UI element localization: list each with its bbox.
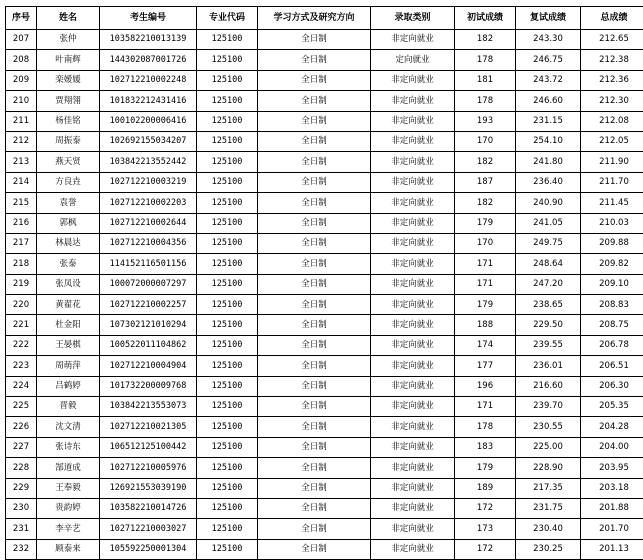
cell-admission-category: 非定向就业	[371, 335, 455, 355]
cell-index: 227	[6, 437, 37, 457]
cell-total-score: 201.70	[581, 519, 643, 539]
table-row	[6, 498, 643, 518]
cell-index: 222	[6, 335, 37, 355]
column-header-total-score: 总成绩	[581, 7, 643, 30]
cell-name: 沈文清	[37, 417, 100, 437]
cell-written-score: 177	[455, 356, 516, 376]
table-row	[6, 172, 643, 192]
cell-major-code: 125100	[197, 539, 258, 559]
cell-written-score: 193	[455, 111, 516, 131]
cell-written-score: 179	[455, 213, 516, 233]
cell-total-score: 212.30	[581, 91, 643, 111]
cell-major-code: 125100	[197, 233, 258, 253]
cell-retest-score: 239.55	[516, 335, 581, 355]
cell-name: 周振泰	[37, 131, 100, 151]
table-row	[6, 397, 643, 417]
cell-index: 207	[6, 30, 37, 50]
cell-index: 230	[6, 498, 37, 518]
cell-total-score: 201.88	[581, 498, 643, 518]
cell-study-mode: 全日制	[258, 274, 371, 294]
cell-index: 231	[6, 519, 37, 539]
table-row	[6, 193, 643, 213]
cell-index: 209	[6, 70, 37, 90]
cell-study-mode: 全日制	[258, 397, 371, 417]
cell-index: 212	[6, 131, 37, 151]
table-row	[6, 356, 643, 376]
cell-total-score: 206.51	[581, 356, 643, 376]
cell-admission-category: 非定向就业	[371, 376, 455, 396]
cell-study-mode: 全日制	[258, 376, 371, 396]
cell-study-mode: 全日制	[258, 254, 371, 274]
cell-retest-score: 236.01	[516, 356, 581, 376]
cell-study-mode: 全日制	[258, 91, 371, 111]
cell-retest-score: 230.25	[516, 539, 581, 559]
table-row	[6, 50, 643, 70]
cell-total-score: 206.30	[581, 376, 643, 396]
cell-index: 221	[6, 315, 37, 335]
cell-study-mode: 全日制	[258, 70, 371, 90]
cell-written-score: 178	[455, 417, 516, 437]
table-row	[6, 437, 643, 457]
cell-name: 叶南辉	[37, 50, 100, 70]
table-row	[6, 233, 643, 253]
cell-study-mode: 全日制	[258, 131, 371, 151]
cell-major-code: 125100	[197, 131, 258, 151]
cell-major-code: 125100	[197, 335, 258, 355]
cell-study-mode: 全日制	[258, 193, 371, 213]
table-header-row	[6, 7, 643, 30]
cell-name: 王晏棋	[37, 335, 100, 355]
cell-total-score: 212.36	[581, 70, 643, 90]
cell-retest-score: 247.20	[516, 274, 581, 294]
cell-admission-category: 非定向就业	[371, 295, 455, 315]
cell-name: 贵韵婷	[37, 498, 100, 518]
cell-study-mode: 全日制	[258, 50, 371, 70]
cell-major-code: 125100	[197, 254, 258, 274]
cell-admission-category: 非定向就业	[371, 30, 455, 50]
cell-retest-score: 240.90	[516, 193, 581, 213]
cell-admission-category: 非定向就业	[371, 213, 455, 233]
cell-index: 213	[6, 152, 37, 172]
cell-admission-category: 非定向就业	[371, 478, 455, 498]
table-row	[6, 254, 643, 274]
cell-name: 郭枫	[37, 213, 100, 233]
cell-total-score: 209.88	[581, 233, 643, 253]
cell-exam-number: 102712210021305	[100, 417, 197, 437]
cell-retest-score: 230.40	[516, 519, 581, 539]
cell-study-mode: 全日制	[258, 356, 371, 376]
cell-total-score: 203.95	[581, 458, 643, 478]
cell-index: 224	[6, 376, 37, 396]
table-row	[6, 213, 643, 233]
cell-major-code: 125100	[197, 437, 258, 457]
cell-exam-number: 102712210002644	[100, 213, 197, 233]
cell-admission-category: 非定向就业	[371, 131, 455, 151]
table-row	[6, 539, 643, 559]
cell-index: 225	[6, 397, 37, 417]
cell-written-score: 179	[455, 295, 516, 315]
table-row	[6, 111, 643, 131]
column-header-index: 序号	[6, 7, 37, 30]
cell-retest-score: 217.35	[516, 478, 581, 498]
cell-study-mode: 全日制	[258, 498, 371, 518]
cell-retest-score: 238.65	[516, 295, 581, 315]
cell-total-score: 204.00	[581, 437, 643, 457]
cell-retest-score: 246.75	[516, 50, 581, 70]
cell-total-score: 212.38	[581, 50, 643, 70]
cell-index: 229	[6, 478, 37, 498]
cell-study-mode: 全日制	[258, 30, 371, 50]
cell-total-score: 201.13	[581, 539, 643, 559]
cell-major-code: 125100	[197, 458, 258, 478]
cell-index: 218	[6, 254, 37, 274]
cell-major-code: 125100	[197, 397, 258, 417]
cell-name: 林晨达	[37, 233, 100, 253]
cell-admission-category: 非定向就业	[371, 111, 455, 131]
cell-index: 228	[6, 458, 37, 478]
cell-total-score: 211.90	[581, 152, 643, 172]
cell-retest-score: 230.55	[516, 417, 581, 437]
column-header-exam-number: 考生编号	[100, 7, 197, 30]
cell-retest-score: 216.60	[516, 376, 581, 396]
cell-study-mode: 全日制	[258, 335, 371, 355]
cell-written-score: 170	[455, 233, 516, 253]
cell-study-mode: 全日制	[258, 458, 371, 478]
cell-admission-category: 非定向就业	[371, 254, 455, 274]
cell-retest-score: 239.70	[516, 397, 581, 417]
table-row	[6, 417, 643, 437]
cell-name: 张仲	[37, 30, 100, 50]
cell-name: 李辛艺	[37, 519, 100, 539]
table-row	[6, 30, 643, 50]
cell-exam-number: 102712210003027	[100, 519, 197, 539]
cell-written-score: 187	[455, 172, 516, 192]
cell-admission-category: 定向就业	[371, 50, 455, 70]
column-header-name: 姓名	[37, 7, 100, 30]
cell-retest-score: 249.75	[516, 233, 581, 253]
cell-study-mode: 全日制	[258, 233, 371, 253]
cell-major-code: 125100	[197, 498, 258, 518]
cell-study-mode: 全日制	[258, 539, 371, 559]
table-row	[6, 131, 643, 151]
cell-exam-number: 144302087001726	[100, 50, 197, 70]
cell-name: 杜金阳	[37, 315, 100, 335]
cell-written-score: 189	[455, 478, 516, 498]
cell-exam-number: 103842213553073	[100, 397, 197, 417]
cell-exam-number: 126921553039190	[100, 478, 197, 498]
cell-retest-score: 228.90	[516, 458, 581, 478]
cell-total-score: 211.45	[581, 193, 643, 213]
cell-admission-category: 非定向就业	[371, 417, 455, 437]
cell-name: 郜道成	[37, 458, 100, 478]
table-body	[6, 30, 643, 560]
cell-total-score: 212.05	[581, 131, 643, 151]
cell-name: 贾翔翎	[37, 91, 100, 111]
cell-written-score: 172	[455, 539, 516, 559]
cell-exam-number: 102712210002203	[100, 193, 197, 213]
cell-study-mode: 全日制	[258, 417, 371, 437]
cell-written-score: 182	[455, 193, 516, 213]
cell-admission-category: 非定向就业	[371, 397, 455, 417]
cell-name: 周萌萍	[37, 356, 100, 376]
cell-major-code: 125100	[197, 111, 258, 131]
cell-total-score: 210.03	[581, 213, 643, 233]
cell-written-score: 178	[455, 50, 516, 70]
cell-admission-category: 非定向就业	[371, 233, 455, 253]
cell-total-score: 209.10	[581, 274, 643, 294]
cell-major-code: 125100	[197, 417, 258, 437]
cell-retest-score: 241.80	[516, 152, 581, 172]
column-header-admission-category: 录取类别	[371, 7, 455, 30]
cell-exam-number: 101732200009768	[100, 376, 197, 396]
table-header	[6, 7, 643, 30]
column-header-written-score: 初试成绩	[455, 7, 516, 30]
cell-retest-score: 241.05	[516, 213, 581, 233]
cell-retest-score: 243.72	[516, 70, 581, 90]
cell-index: 219	[6, 274, 37, 294]
cell-total-score: 203.18	[581, 478, 643, 498]
cell-admission-category: 非定向就业	[371, 152, 455, 172]
cell-written-score: 196	[455, 376, 516, 396]
cell-major-code: 125100	[197, 519, 258, 539]
cell-exam-number: 102712210002257	[100, 295, 197, 315]
table-row	[6, 91, 643, 111]
cell-study-mode: 全日制	[258, 172, 371, 192]
cell-index: 220	[6, 295, 37, 315]
cell-admission-category: 非定向就业	[371, 356, 455, 376]
cell-name: 燕天贤	[37, 152, 100, 172]
cell-written-score: 182	[455, 30, 516, 50]
cell-major-code: 125100	[197, 152, 258, 172]
cell-written-score: 181	[455, 70, 516, 90]
cell-exam-number: 101832212431416	[100, 91, 197, 111]
cell-total-score: 209.82	[581, 254, 643, 274]
cell-major-code: 125100	[197, 30, 258, 50]
table-row	[6, 376, 643, 396]
cell-written-score: 170	[455, 131, 516, 151]
cell-name: 袁誉	[37, 193, 100, 213]
cell-index: 217	[6, 233, 37, 253]
cell-major-code: 125100	[197, 193, 258, 213]
cell-exam-number: 100072000007297	[100, 274, 197, 294]
cell-major-code: 125100	[197, 50, 258, 70]
cell-exam-number: 114152116501156	[100, 254, 197, 274]
cell-name: 顾泰来	[37, 539, 100, 559]
cell-retest-score: 229.50	[516, 315, 581, 335]
admission-results-table	[5, 6, 643, 560]
cell-total-score: 212.08	[581, 111, 643, 131]
cell-study-mode: 全日制	[258, 437, 371, 457]
table-row	[6, 519, 643, 539]
cell-total-score: 211.70	[581, 172, 643, 192]
cell-written-score: 182	[455, 152, 516, 172]
cell-study-mode: 全日制	[258, 213, 371, 233]
table-row	[6, 274, 643, 294]
cell-index: 223	[6, 356, 37, 376]
cell-exam-number: 106512125100442	[100, 437, 197, 457]
cell-exam-number: 102712210002248	[100, 70, 197, 90]
cell-name: 张泰	[37, 254, 100, 274]
cell-retest-score: 248.64	[516, 254, 581, 274]
cell-retest-score: 231.15	[516, 111, 581, 131]
cell-retest-score: 243.30	[516, 30, 581, 50]
cell-exam-number: 105592250001304	[100, 539, 197, 559]
cell-exam-number: 102712210003219	[100, 172, 197, 192]
cell-name: 张诗东	[37, 437, 100, 457]
cell-study-mode: 全日制	[258, 478, 371, 498]
cell-admission-category: 非定向就业	[371, 70, 455, 90]
cell-major-code: 125100	[197, 213, 258, 233]
cell-admission-category: 非定向就业	[371, 498, 455, 518]
cell-index: 215	[6, 193, 37, 213]
cell-total-score: 208.75	[581, 315, 643, 335]
cell-major-code: 125100	[197, 91, 258, 111]
cell-index: 226	[6, 417, 37, 437]
cell-exam-number: 102712210004356	[100, 233, 197, 253]
cell-exam-number: 107302121010294	[100, 315, 197, 335]
cell-index: 232	[6, 539, 37, 559]
cell-written-score: 174	[455, 335, 516, 355]
cell-written-score: 172	[455, 498, 516, 518]
cell-major-code: 125100	[197, 376, 258, 396]
cell-exam-number: 103842213552442	[100, 152, 197, 172]
cell-total-score: 204.28	[581, 417, 643, 437]
cell-admission-category: 非定向就业	[371, 193, 455, 213]
cell-major-code: 125100	[197, 274, 258, 294]
cell-exam-number: 100102200006416	[100, 111, 197, 131]
cell-study-mode: 全日制	[258, 315, 371, 335]
cell-study-mode: 全日制	[258, 295, 371, 315]
cell-exam-number: 100522011104862	[100, 335, 197, 355]
cell-total-score: 212.65	[581, 30, 643, 50]
cell-index: 210	[6, 91, 37, 111]
column-header-study-mode: 学习方式及研究方向	[258, 7, 371, 30]
cell-index: 214	[6, 172, 37, 192]
table-row	[6, 70, 643, 90]
cell-major-code: 125100	[197, 295, 258, 315]
cell-name: 晋毅	[37, 397, 100, 417]
cell-name: 方良垚	[37, 172, 100, 192]
cell-exam-number: 103582210014726	[100, 498, 197, 518]
cell-exam-number: 103582210013139	[100, 30, 197, 50]
table-row	[6, 458, 643, 478]
cell-exam-number: 102712210004904	[100, 356, 197, 376]
cell-major-code: 125100	[197, 478, 258, 498]
cell-admission-category: 非定向就业	[371, 458, 455, 478]
cell-written-score: 171	[455, 274, 516, 294]
cell-exam-number: 102692155034207	[100, 131, 197, 151]
cell-total-score: 206.78	[581, 335, 643, 355]
cell-name: 吕鹤婷	[37, 376, 100, 396]
cell-total-score: 205.35	[581, 397, 643, 417]
cell-admission-category: 非定向就业	[371, 172, 455, 192]
cell-admission-category: 非定向就业	[371, 91, 455, 111]
cell-retest-score: 254.10	[516, 131, 581, 151]
cell-admission-category: 非定向就业	[371, 519, 455, 539]
cell-written-score: 179	[455, 458, 516, 478]
cell-index: 211	[6, 111, 37, 131]
column-header-retest-score: 复试成绩	[516, 7, 581, 30]
cell-exam-number: 102712210005976	[100, 458, 197, 478]
cell-major-code: 125100	[197, 172, 258, 192]
cell-index: 208	[6, 50, 37, 70]
cell-written-score: 173	[455, 519, 516, 539]
cell-retest-score: 246.60	[516, 91, 581, 111]
table-row	[6, 335, 643, 355]
cell-name: 栾嫒媛	[37, 70, 100, 90]
cell-written-score: 188	[455, 315, 516, 335]
cell-admission-category: 非定向就业	[371, 315, 455, 335]
column-header-major-code: 专业代码	[197, 7, 258, 30]
cell-admission-category: 非定向就业	[371, 539, 455, 559]
cell-index: 216	[6, 213, 37, 233]
cell-retest-score: 236.40	[516, 172, 581, 192]
cell-written-score: 178	[455, 91, 516, 111]
cell-study-mode: 全日制	[258, 519, 371, 539]
cell-written-score: 171	[455, 397, 516, 417]
cell-retest-score: 225.00	[516, 437, 581, 457]
cell-total-score: 208.83	[581, 295, 643, 315]
cell-name: 张凤设	[37, 274, 100, 294]
cell-retest-score: 231.75	[516, 498, 581, 518]
cell-study-mode: 全日制	[258, 111, 371, 131]
cell-admission-category: 非定向就业	[371, 437, 455, 457]
cell-admission-category: 非定向就业	[371, 274, 455, 294]
cell-name: 黄翟花	[37, 295, 100, 315]
cell-written-score: 171	[455, 254, 516, 274]
cell-written-score: 183	[455, 437, 516, 457]
cell-name: 王奉毅	[37, 478, 100, 498]
cell-major-code: 125100	[197, 70, 258, 90]
cell-major-code: 125100	[197, 315, 258, 335]
table-row	[6, 152, 643, 172]
table-row	[6, 478, 643, 498]
cell-major-code: 125100	[197, 356, 258, 376]
cell-study-mode: 全日制	[258, 152, 371, 172]
cell-name: 杨佳铭	[37, 111, 100, 131]
table-row	[6, 315, 643, 335]
table-row	[6, 295, 643, 315]
